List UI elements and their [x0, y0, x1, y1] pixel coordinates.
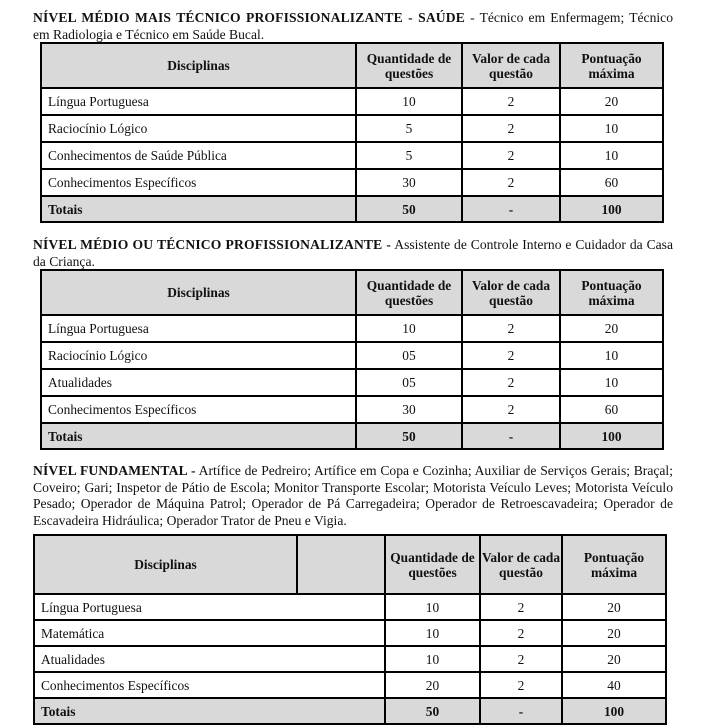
section-2-title: NÍVEL MÉDIO OU TÉCNICO PROFISSIONALIZANTE -: [33, 237, 392, 252]
questions-cell: 10: [385, 620, 480, 646]
discipline-cell: Língua Portuguesa: [41, 88, 356, 115]
total-value: -: [462, 196, 560, 222]
header-quantidade: Quantidade de questões: [385, 535, 480, 594]
questions-cell: 30: [356, 169, 462, 196]
value-cell: 2: [462, 169, 560, 196]
max-score-cell: 10: [560, 342, 663, 369]
section-1-description: - Técnico em Enfermagem; Técnico em Radiologia e Técnico em Saúde Bucal.: [33, 10, 673, 42]
discipline-cell: Atualidades: [41, 369, 356, 396]
questions-cell: 30: [356, 396, 462, 423]
totals-row: [41, 423, 663, 449]
total-value: -: [480, 698, 562, 724]
max-score-cell: 20: [562, 646, 666, 672]
max-score-cell: 10: [560, 369, 663, 396]
total-questions: 50: [385, 698, 480, 724]
total-questions: 50: [356, 196, 462, 222]
table-row: [34, 672, 666, 698]
discipline-cell: Conhecimentos Específicos: [41, 396, 356, 423]
max-score-cell: 20: [562, 620, 666, 646]
table-row: [41, 315, 663, 342]
value-cell: 2: [462, 396, 560, 423]
table-header-row: [41, 270, 663, 315]
header-valor: Valor de cada questão: [462, 270, 560, 315]
header-pontuacao: Pontuação máxima: [560, 43, 663, 88]
section-1-title: NÍVEL MÉDIO MAIS TÉCNICO PROFISSIONALIZANTE - SAÚDE: [33, 10, 465, 25]
max-score-cell: 60: [560, 396, 663, 423]
table-row: [41, 169, 663, 196]
total-value: -: [462, 423, 560, 449]
discipline-cell: Conhecimentos Específicos: [34, 672, 385, 698]
totals-label: Totais: [41, 196, 356, 222]
header-valor: Valor de cada questão: [462, 43, 560, 88]
value-cell: 2: [462, 315, 560, 342]
questions-cell: 10: [385, 594, 480, 620]
discipline-cell: Conhecimentos de Saúde Pública: [41, 142, 356, 169]
section-2-description: Assistente de Controle Interno e Cuidador da Casa da Criança.: [33, 237, 674, 269]
value-cell: 2: [480, 594, 562, 620]
value-cell: 2: [462, 342, 560, 369]
discipline-cell: Raciocínio Lógico: [41, 342, 356, 369]
table-row: [41, 369, 663, 396]
max-score-cell: 10: [560, 115, 663, 142]
totals-label: Totais: [34, 698, 385, 724]
totals-row: [41, 196, 663, 222]
empty-header-cell: [297, 535, 385, 594]
table-row: [34, 620, 666, 646]
table-row: [41, 342, 663, 369]
total-questions: 50: [356, 423, 462, 449]
max-score-cell: 20: [560, 88, 663, 115]
questions-cell: 5: [356, 115, 462, 142]
max-score-cell: 60: [560, 169, 663, 196]
questions-cell: 05: [356, 369, 462, 396]
section-3-score-table: [33, 534, 667, 725]
total-max-score: 100: [562, 698, 666, 724]
header-quantidade: Quantidade de questões: [356, 43, 462, 88]
discipline-cell: Raciocínio Lógico: [41, 115, 356, 142]
questions-cell: 10: [385, 646, 480, 672]
max-score-cell: 20: [560, 315, 663, 342]
section-3-title: NÍVEL FUNDAMENTAL -: [33, 463, 196, 478]
discipline-cell: Matemática: [34, 620, 385, 646]
table-row: [41, 396, 663, 423]
totals-label: Totais: [41, 423, 356, 449]
section-2-heading: [33, 237, 673, 270]
header-disciplinas: Disciplinas: [41, 270, 356, 315]
table-row: [41, 115, 663, 142]
table-row: [41, 142, 663, 169]
section-3-heading: [33, 463, 673, 529]
table-row: [34, 594, 666, 620]
header-pontuacao: Pontuação máxima: [560, 270, 663, 315]
discipline-cell: Atualidades: [34, 646, 385, 672]
discipline-cell: Língua Portuguesa: [41, 315, 356, 342]
section-3-description: Artífice de Pedreiro; Artífice em Copa e Cozinha; Auxiliar de Serviços Gerais; Braçal; Coveiro; Gari; Inspetor de Pátio de Escola; Monitor Transporte Escolar; Motorista Veículo Leves; Motorista Veículo Pesado; Operador de Máquina Patrol; Operador de Pá Carregadeira; Operador de Retroescavadeira; Operador de Escavadeira Hidráulica; Operador Trator de Pneu e Vigia.: [33, 463, 673, 528]
header-quantidade: Quantidade de questões: [356, 270, 462, 315]
section-1-score-table: [40, 42, 664, 223]
value-cell: 2: [462, 142, 560, 169]
table-row: [41, 88, 663, 115]
header-disciplinas: Disciplinas: [34, 535, 297, 594]
totals-row: [34, 698, 666, 724]
questions-cell: 5: [356, 142, 462, 169]
total-max-score: 100: [560, 423, 663, 449]
table-header-row: [41, 43, 663, 88]
questions-cell: 10: [356, 88, 462, 115]
value-cell: 2: [462, 88, 560, 115]
value-cell: 2: [480, 646, 562, 672]
table-header-row: [34, 535, 666, 594]
value-cell: 2: [480, 672, 562, 698]
value-cell: 2: [462, 115, 560, 142]
value-cell: 2: [462, 369, 560, 396]
questions-cell: 20: [385, 672, 480, 698]
max-score-cell: 40: [562, 672, 666, 698]
table-row: [34, 646, 666, 672]
total-max-score: 100: [560, 196, 663, 222]
section-1-heading: [33, 10, 673, 43]
questions-cell: 10: [356, 315, 462, 342]
discipline-cell: Língua Portuguesa: [34, 594, 385, 620]
discipline-cell: Conhecimentos Específicos: [41, 169, 356, 196]
value-cell: 2: [480, 620, 562, 646]
header-pontuacao: Pontuação máxima: [562, 535, 666, 594]
header-valor: Valor de cada questão: [480, 535, 562, 594]
header-disciplinas: Disciplinas: [41, 43, 356, 88]
questions-cell: 05: [356, 342, 462, 369]
max-score-cell: 10: [560, 142, 663, 169]
max-score-cell: 20: [562, 594, 666, 620]
section-2-score-table: [40, 269, 664, 450]
